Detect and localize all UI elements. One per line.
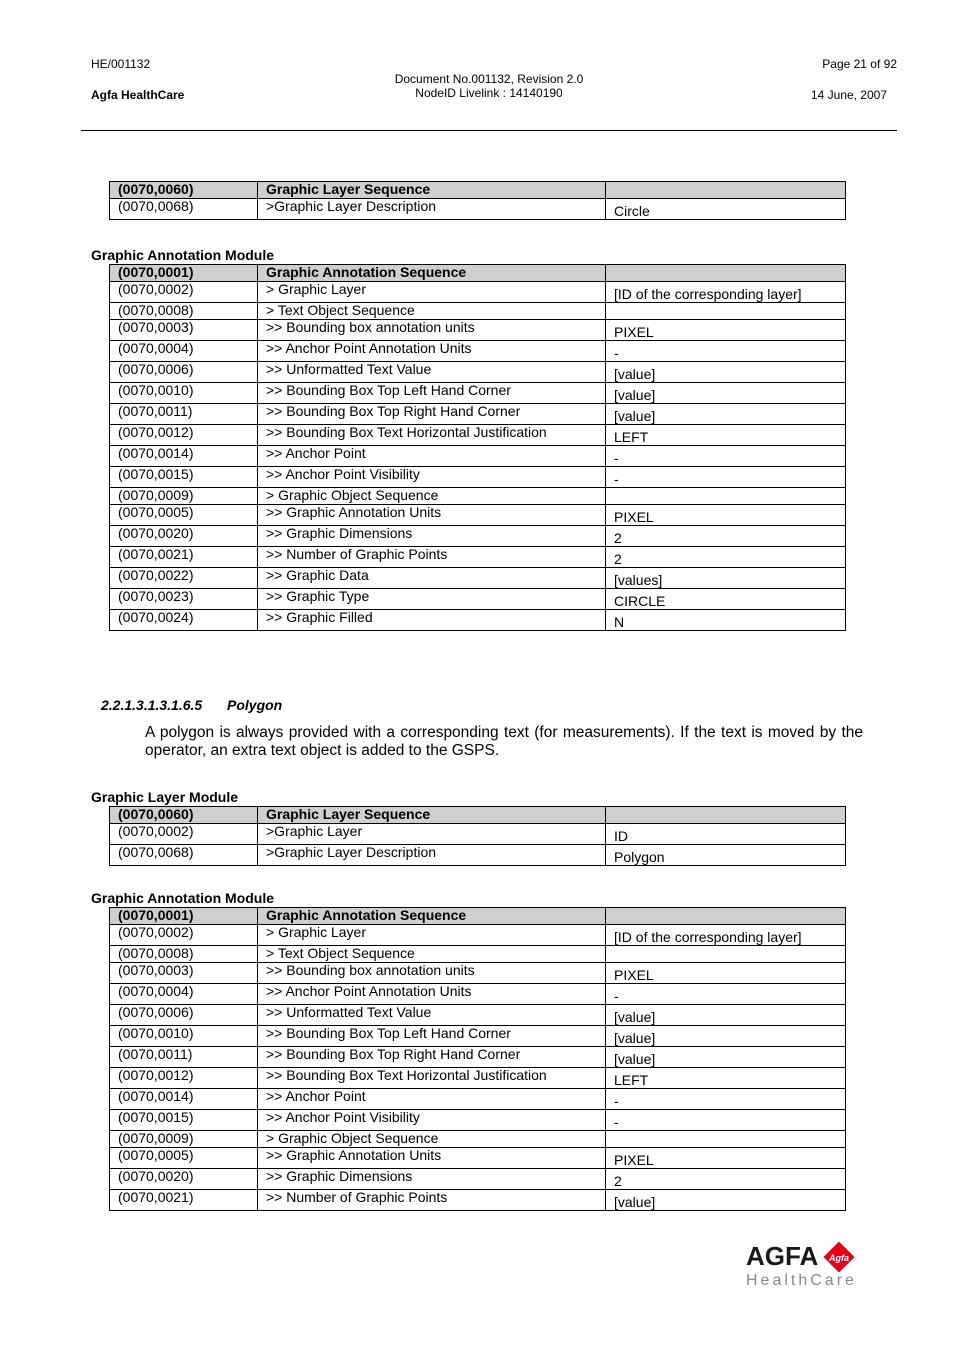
tag-cell: (0070,0015) bbox=[110, 1110, 258, 1131]
attribute-cell: >Graphic Layer Description bbox=[258, 199, 606, 220]
attribute-cell: > Graphic Layer bbox=[258, 925, 606, 946]
data-table bbox=[109, 264, 846, 631]
attribute-cell: Graphic Annotation Sequence bbox=[258, 265, 606, 282]
attribute-cell: Graphic Layer Sequence bbox=[258, 807, 606, 824]
tag-cell: (0070,0004) bbox=[110, 984, 258, 1005]
section-paragraph: A polygon is always provided with a corresponding text (for measurements). If the text is moved by the operator, an extra text object is added to the GSPS. bbox=[145, 724, 863, 759]
attribute-cell: Graphic Layer Sequence bbox=[258, 182, 606, 199]
value-cell: 2 bbox=[606, 547, 846, 568]
tag-cell: (0070,0068) bbox=[110, 845, 258, 866]
attribute-cell: >> Number of Graphic Points bbox=[258, 547, 606, 568]
tag-cell: (0070,0021) bbox=[110, 1190, 258, 1211]
tag-cell: (0070,0006) bbox=[110, 362, 258, 383]
table-row bbox=[110, 446, 846, 467]
table-row bbox=[110, 568, 846, 589]
attribute-cell: >Graphic Layer Description bbox=[258, 845, 606, 866]
value-cell: [value] bbox=[606, 1047, 846, 1068]
value-cell bbox=[606, 265, 846, 282]
value-cell: [ID of the corresponding layer] bbox=[606, 282, 846, 303]
module-title: Graphic Layer Module bbox=[91, 789, 239, 805]
tag-cell: (0070,0021) bbox=[110, 547, 258, 568]
tag-cell: (0070,0012) bbox=[110, 425, 258, 446]
value-cell: [value] bbox=[606, 1190, 846, 1211]
tag-cell: (0070,0009) bbox=[110, 1131, 258, 1148]
attribute-cell: >> Anchor Point bbox=[258, 446, 606, 467]
logo-emblem-text: Agfa bbox=[829, 1253, 849, 1263]
value-cell: [value] bbox=[606, 404, 846, 425]
table-row bbox=[110, 1110, 846, 1131]
attribute-cell: >> Bounding box annotation units bbox=[258, 963, 606, 984]
table-row bbox=[110, 1068, 846, 1089]
attribute-cell: >> Anchor Point Annotation Units bbox=[258, 341, 606, 362]
value-cell: LEFT bbox=[606, 1068, 846, 1089]
table-header-row bbox=[110, 908, 846, 925]
tag-cell: (0070,0014) bbox=[110, 1089, 258, 1110]
table-row bbox=[110, 845, 846, 866]
value-cell: [value] bbox=[606, 362, 846, 383]
table-row bbox=[110, 1131, 846, 1148]
table-row bbox=[110, 589, 846, 610]
logo-brand: AGFA bbox=[746, 1241, 819, 1271]
tag-cell: (0070,0010) bbox=[110, 383, 258, 404]
attribute-cell: >> Graphic Annotation Units bbox=[258, 1148, 606, 1169]
table-row bbox=[110, 362, 846, 383]
tag-cell: (0070,0001) bbox=[110, 908, 258, 925]
attribute-cell: >> Bounding Box Top Left Hand Corner bbox=[258, 1026, 606, 1047]
attribute-cell: >> Bounding Box Top Right Hand Corner bbox=[258, 404, 606, 425]
attribute-cell: >Graphic Layer bbox=[258, 824, 606, 845]
value-cell bbox=[606, 303, 846, 320]
table-row bbox=[110, 383, 846, 404]
value-cell: - bbox=[606, 1110, 846, 1131]
tag-cell: (0070,0011) bbox=[110, 1047, 258, 1068]
table-row bbox=[110, 824, 846, 845]
tag-cell: (0070,0006) bbox=[110, 1005, 258, 1026]
value-cell: 2 bbox=[606, 1169, 846, 1190]
tag-cell: (0070,0010) bbox=[110, 1026, 258, 1047]
table-row bbox=[110, 488, 846, 505]
attribute-cell: >> Anchor Point bbox=[258, 1089, 606, 1110]
graphic-layer-table-1 bbox=[91, 181, 846, 220]
table-row bbox=[110, 199, 846, 220]
tag-cell: (0070,0009) bbox=[110, 488, 258, 505]
table-row bbox=[110, 547, 846, 568]
section-heading bbox=[101, 697, 282, 713]
table-header-row bbox=[110, 182, 846, 199]
tag-cell: (0070,0060) bbox=[110, 182, 258, 199]
header-divider bbox=[81, 130, 897, 131]
table-row bbox=[110, 925, 846, 946]
table-row bbox=[110, 282, 846, 303]
section-title: Polygon bbox=[227, 697, 283, 713]
value-cell bbox=[606, 807, 846, 824]
table-row bbox=[110, 1148, 846, 1169]
table-row bbox=[110, 425, 846, 446]
value-cell: - bbox=[606, 341, 846, 362]
value-cell bbox=[606, 488, 846, 505]
attribute-cell: Graphic Annotation Sequence bbox=[258, 908, 606, 925]
doc-id: HE/001132 bbox=[91, 57, 151, 71]
graphic-annotation-module-1 bbox=[91, 247, 846, 631]
value-cell bbox=[606, 182, 846, 199]
company-name: Agfa HealthCare bbox=[91, 88, 185, 102]
tag-cell: (0070,0008) bbox=[110, 946, 258, 963]
data-table bbox=[109, 181, 846, 220]
value-cell: - bbox=[606, 446, 846, 467]
attribute-cell: >> Graphic Type bbox=[258, 589, 606, 610]
value-cell: - bbox=[606, 1089, 846, 1110]
table-row bbox=[110, 1169, 846, 1190]
table-row bbox=[110, 526, 846, 547]
value-cell: [values] bbox=[606, 568, 846, 589]
attribute-cell: >> Graphic Dimensions bbox=[258, 1169, 606, 1190]
tag-cell: (0070,0001) bbox=[110, 265, 258, 282]
value-cell bbox=[606, 1131, 846, 1148]
tag-cell: (0070,0012) bbox=[110, 1068, 258, 1089]
tag-cell: (0070,0020) bbox=[110, 526, 258, 547]
value-cell: [value] bbox=[606, 1005, 846, 1026]
attribute-cell: >> Bounding Box Text Horizontal Justification bbox=[258, 425, 606, 446]
attribute-cell: >> Unformatted Text Value bbox=[258, 362, 606, 383]
attribute-cell: >> Graphic Dimensions bbox=[258, 526, 606, 547]
tag-cell: (0070,0004) bbox=[110, 341, 258, 362]
document-date: 14 June, 2007 bbox=[810, 88, 887, 102]
table-row bbox=[110, 404, 846, 425]
value-cell bbox=[606, 908, 846, 925]
tag-cell: (0070,0005) bbox=[110, 1148, 258, 1169]
tag-cell: (0070,0068) bbox=[110, 199, 258, 220]
header-right bbox=[811, 57, 897, 102]
value-cell: - bbox=[606, 984, 846, 1005]
module-title: Graphic Annotation Module bbox=[91, 890, 275, 906]
table-row bbox=[110, 984, 846, 1005]
table-header-row bbox=[110, 265, 846, 282]
table-row bbox=[110, 610, 846, 631]
tag-cell: (0070,0005) bbox=[110, 505, 258, 526]
tag-cell: (0070,0023) bbox=[110, 589, 258, 610]
attribute-cell: >> Number of Graphic Points bbox=[258, 1190, 606, 1211]
page-number: Page 21 of 92 bbox=[822, 57, 897, 71]
tag-cell: (0070,0020) bbox=[110, 1169, 258, 1190]
module-title: Graphic Annotation Module bbox=[91, 247, 275, 263]
attribute-cell: >> Bounding box annotation units bbox=[258, 320, 606, 341]
graphic-layer-module-2 bbox=[91, 789, 846, 866]
value-cell: - bbox=[606, 467, 846, 488]
value-cell: PIXEL bbox=[606, 320, 846, 341]
tag-cell: (0070,0024) bbox=[110, 610, 258, 631]
node-id: NodeID Livelink : 14140190 bbox=[415, 86, 563, 100]
agfa-logo-icon bbox=[746, 1240, 866, 1290]
table-row bbox=[110, 1026, 846, 1047]
attribute-cell: >> Anchor Point Visibility bbox=[258, 467, 606, 488]
tag-cell: (0070,0015) bbox=[110, 467, 258, 488]
value-cell: 2 bbox=[606, 526, 846, 547]
value-cell bbox=[606, 946, 846, 963]
value-cell: PIXEL bbox=[606, 505, 846, 526]
tag-cell: (0070,0002) bbox=[110, 925, 258, 946]
table-row bbox=[110, 946, 846, 963]
table-row bbox=[110, 505, 846, 526]
table-row bbox=[110, 341, 846, 362]
graphic-annotation-module-2 bbox=[91, 890, 846, 1211]
attribute-cell: >> Anchor Point Annotation Units bbox=[258, 984, 606, 1005]
data-table bbox=[109, 806, 846, 866]
value-cell: LEFT bbox=[606, 425, 846, 446]
tag-cell: (0070,0002) bbox=[110, 282, 258, 303]
tag-cell: (0070,0014) bbox=[110, 446, 258, 467]
attribute-cell: >> Graphic Data bbox=[258, 568, 606, 589]
table-row bbox=[110, 1005, 846, 1026]
attribute-cell: > Graphic Object Sequence bbox=[258, 1131, 606, 1148]
table-row bbox=[110, 1047, 846, 1068]
value-cell: Circle bbox=[606, 199, 846, 220]
agfa-healthcare-logo bbox=[746, 1240, 866, 1290]
value-cell: [value] bbox=[606, 383, 846, 404]
table-row bbox=[110, 1089, 846, 1110]
attribute-cell: >> Bounding Box Text Horizontal Justification bbox=[258, 1068, 606, 1089]
attribute-cell: > Graphic Layer bbox=[258, 282, 606, 303]
value-cell: Polygon bbox=[606, 845, 846, 866]
attribute-cell: > Graphic Object Sequence bbox=[258, 488, 606, 505]
value-cell: PIXEL bbox=[606, 1148, 846, 1169]
data-table bbox=[109, 907, 846, 1211]
attribute-cell: >> Unformatted Text Value bbox=[258, 1005, 606, 1026]
table-row bbox=[110, 320, 846, 341]
attribute-cell: > Text Object Sequence bbox=[258, 303, 606, 320]
attribute-cell: >> Graphic Annotation Units bbox=[258, 505, 606, 526]
attribute-cell: > Text Object Sequence bbox=[258, 946, 606, 963]
value-cell: [ID of the corresponding layer] bbox=[606, 925, 846, 946]
value-cell: ID bbox=[606, 824, 846, 845]
table-row bbox=[110, 1190, 846, 1211]
tag-cell: (0070,0008) bbox=[110, 303, 258, 320]
attribute-cell: >> Graphic Filled bbox=[258, 610, 606, 631]
attribute-cell: >> Bounding Box Top Right Hand Corner bbox=[258, 1047, 606, 1068]
table-row bbox=[110, 303, 846, 320]
table-row bbox=[110, 467, 846, 488]
tag-cell: (0070,0003) bbox=[110, 320, 258, 341]
document-number: Document No.001132, Revision 2.0 bbox=[394, 72, 584, 86]
value-cell: N bbox=[606, 610, 846, 631]
value-cell: CIRCLE bbox=[606, 589, 846, 610]
attribute-cell: >> Anchor Point Visibility bbox=[258, 1110, 606, 1131]
attribute-cell: >> Bounding Box Top Left Hand Corner bbox=[258, 383, 606, 404]
section-number: 2.2.1.3.1.3.1.6.5 bbox=[101, 697, 203, 713]
tag-cell: (0070,0022) bbox=[110, 568, 258, 589]
tag-cell: (0070,0011) bbox=[110, 404, 258, 425]
tag-cell: (0070,0003) bbox=[110, 963, 258, 984]
value-cell: PIXEL bbox=[606, 963, 846, 984]
value-cell: [value] bbox=[606, 1026, 846, 1047]
tag-cell: (0070,0002) bbox=[110, 824, 258, 845]
table-row bbox=[110, 963, 846, 984]
logo-tagline: HealthCare bbox=[746, 1272, 857, 1289]
tag-cell: (0070,0060) bbox=[110, 807, 258, 824]
table-header-row bbox=[110, 807, 846, 824]
